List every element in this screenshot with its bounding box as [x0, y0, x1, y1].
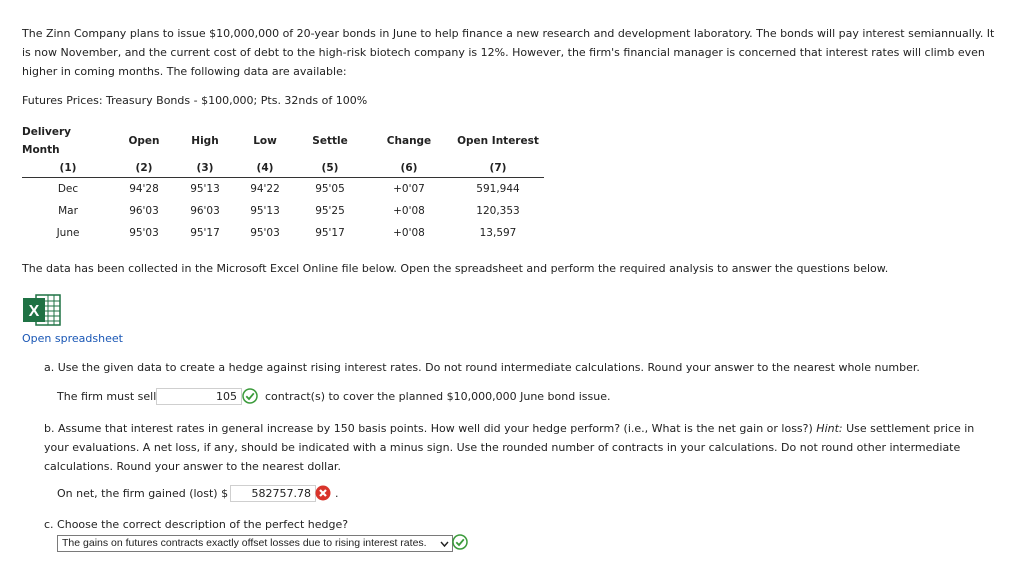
table-cell: June — [56, 227, 80, 239]
table-header-row — [22, 123, 544, 159]
part-b-suffix: . — [335, 487, 339, 500]
header-change: Change — [386, 135, 432, 147]
col-number: (3) — [174, 159, 236, 178]
table-cell: 95'05 — [315, 183, 345, 195]
col-number: (6) — [366, 159, 452, 178]
table-cell: 94'22 — [250, 183, 280, 195]
table-cell: 96'03 — [129, 205, 159, 217]
part-a-suffix: contract(s) to cover the planned $10,000,000 June bond issue. — [265, 390, 611, 403]
header-high: High — [191, 135, 219, 147]
part-b-question: b. Assume that interest rates in general increase by 150 basis points. How well did your hedge perform? (i.e., What is the net gain or loss?) Hint: Use settlement price in your evaluations. A net loss, if any, should be indicated with a minus sign. Use the rounded number of contracts in your calculations. Do not round other intermediate calculations. Round your answer to the nearest dollar. — [44, 422, 975, 473]
table-cell: +0'08 — [393, 205, 425, 217]
table-cell: +0'08 — [393, 227, 425, 239]
table-cell: 95'25 — [315, 205, 345, 217]
table-cell: 95'03 — [250, 227, 280, 239]
part-a-question: a. Use the given data to create a hedge against rising interest rates. Do not round intermediate calculations. Round your answer to the nearest whole number. — [44, 361, 920, 374]
table-cell: Dec — [57, 183, 79, 195]
table-cell: 95'13 — [190, 183, 220, 195]
incorrect-x-icon — [315, 485, 331, 501]
col-number: (4) — [236, 159, 294, 178]
contracts-answer-field[interactable]: 105 — [156, 388, 242, 405]
net-gain-answer-field[interactable]: 582757.78 — [230, 485, 316, 502]
problem-intro: The Zinn Company plans to issue $10,000,000 of 20-year bonds in June to help finance a new research and development laboratory. The bonds will pay interest semiannually. It is now November, and the current cost of debt to the high-risk biotech company is 12%. However, the firm's financial manager is concerned that interest rates will climb even higher in coming months. The following data are available: — [22, 27, 995, 78]
header-open: Open — [128, 135, 160, 147]
col-number: (5) — [294, 159, 366, 178]
table-row — [22, 200, 544, 222]
table-cell: 94'28 — [129, 183, 159, 195]
perfect-hedge-select[interactable] — [57, 535, 453, 552]
correct-check-icon — [452, 534, 468, 550]
table-cell: 13,597 — [479, 227, 517, 239]
col-number: (7) — [452, 159, 544, 178]
col-number: (2) — [114, 159, 174, 178]
hint-label: Hint: — [816, 422, 843, 435]
excel-file-icon[interactable] — [22, 292, 62, 328]
correct-check-icon — [242, 388, 258, 404]
table-cell: 95'13 — [250, 205, 280, 217]
table-cell: Mar — [58, 205, 78, 217]
table-row — [22, 222, 544, 244]
table-cell: 95'03 — [129, 227, 159, 239]
open-spreadsheet-link[interactable]: Open spreadsheet — [22, 332, 123, 345]
chevron-down-icon — [440, 540, 449, 548]
futures-caption: Futures Prices: Treasury Bonds - $100,000; Pts. 32nds of 100% — [22, 94, 368, 107]
table-cell: +0'07 — [393, 183, 425, 195]
header-settle: Settle — [312, 135, 348, 147]
excel-icon-letter: X — [28, 303, 40, 320]
table-cell: 95'17 — [190, 227, 220, 239]
table-cell: 95'17 — [315, 227, 345, 239]
header-open-interest: Open Interest — [457, 135, 539, 147]
table-cell: 96'03 — [190, 205, 220, 217]
table-cell: 591,944 — [476, 183, 520, 195]
futures-table — [22, 123, 544, 244]
part-b-prefix: On net, the firm gained (lost) $ — [57, 487, 229, 500]
col-number: (1) — [22, 159, 114, 178]
part-a-prefix: The firm must sell — [57, 390, 157, 403]
header-delivery-month: Delivery Month — [22, 126, 72, 156]
part-c-question: c. Choose the correct description of the perfect hedge? — [44, 518, 349, 531]
column-number-row — [22, 159, 544, 178]
header-low: Low — [253, 135, 277, 147]
table-cell: 120,353 — [476, 205, 520, 217]
selected-option: The gains on futures contracts exactly offset losses due to rising interest rates. — [62, 537, 427, 549]
excel-note: The data has been collected in the Microsoft Excel Online file below. Open the spreadsheet and perform the required analysis to answer the questions below. — [22, 262, 889, 275]
table-row — [22, 178, 544, 201]
